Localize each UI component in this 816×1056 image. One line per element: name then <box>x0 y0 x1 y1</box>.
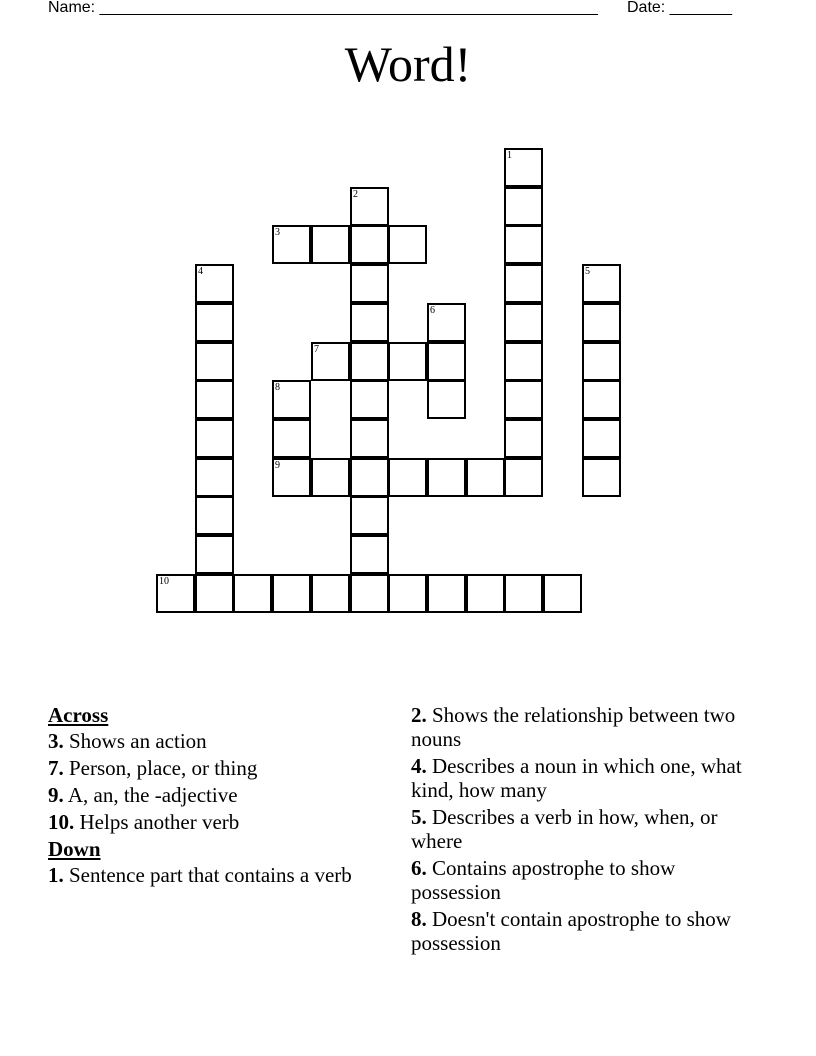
grid-cell[interactable] <box>195 264 234 303</box>
grid-cell[interactable] <box>195 419 234 458</box>
clue-text: Contains apostrophe to show possession <box>411 856 676 904</box>
grid-cell[interactable] <box>272 225 311 264</box>
clue-text: Doesn't contain apostrophe to show possession <box>411 907 731 955</box>
grid-cell[interactable] <box>504 225 543 264</box>
grid-cell[interactable] <box>582 303 621 342</box>
clue-across-7 <box>48 756 378 780</box>
grid-cell[interactable] <box>311 342 350 381</box>
grid-cell[interactable] <box>272 419 311 458</box>
clue-down-1 <box>48 863 378 887</box>
clue-down-2 <box>411 703 751 751</box>
grid-cell[interactable] <box>350 535 389 574</box>
grid-cell[interactable] <box>582 458 621 497</box>
clue-number: 10. <box>48 810 75 834</box>
grid-cell[interactable] <box>350 225 389 264</box>
grid-cell[interactable] <box>195 303 234 342</box>
grid-cell[interactable] <box>272 574 311 613</box>
grid-cell[interactable] <box>427 458 466 497</box>
grid-cell[interactable] <box>350 303 389 342</box>
grid-cell[interactable] <box>388 574 427 613</box>
name-field[interactable]: Name: ________________________________________________________ <box>48 0 598 16</box>
grid-cell[interactable] <box>195 574 234 613</box>
clue-number: 7. <box>48 756 64 780</box>
grid-cell[interactable] <box>504 458 543 497</box>
grid-cell[interactable] <box>388 225 427 264</box>
grid-cell[interactable] <box>156 574 195 613</box>
across-heading: Across <box>48 703 109 727</box>
clue-down-6 <box>411 856 751 904</box>
grid-cell[interactable] <box>504 264 543 303</box>
grid-cell[interactable] <box>311 574 350 613</box>
grid-cell[interactable] <box>350 458 389 497</box>
grid-cell[interactable] <box>582 342 621 381</box>
grid-cell[interactable] <box>195 535 234 574</box>
grid-cell[interactable] <box>582 264 621 303</box>
grid-cell[interactable] <box>350 496 389 535</box>
clues-left-column <box>48 703 378 890</box>
clue-number-label: 7 <box>314 344 319 355</box>
grid-cell[interactable] <box>350 342 389 381</box>
grid-cell[interactable] <box>350 187 389 226</box>
grid-cell[interactable] <box>504 380 543 419</box>
clue-number-label: 6 <box>430 305 435 316</box>
grid-cell[interactable] <box>195 342 234 381</box>
grid-cell[interactable] <box>543 574 582 613</box>
clue-down-5 <box>411 805 751 853</box>
clue-number: 3. <box>48 729 64 753</box>
down-heading: Down <box>48 837 101 861</box>
grid-cell[interactable] <box>466 574 505 613</box>
clue-text: A, an, the -adjective <box>67 783 238 807</box>
clue-number-label: 1 <box>507 150 512 161</box>
grid-cell[interactable] <box>311 225 350 264</box>
grid-cell[interactable] <box>504 148 543 187</box>
clue-number: 8. <box>411 907 427 931</box>
grid-cell[interactable] <box>195 496 234 535</box>
grid-cell[interactable] <box>504 342 543 381</box>
clue-number: 2. <box>411 703 427 727</box>
clue-number-label: 2 <box>353 189 358 200</box>
clue-number-label: 10 <box>159 576 169 587</box>
clue-across-10 <box>48 810 378 834</box>
grid-cell[interactable] <box>350 574 389 613</box>
clue-number: 1. <box>48 863 64 887</box>
clue-number-label: 9 <box>275 460 280 471</box>
date-field[interactable]: Date: _______ <box>627 0 732 16</box>
clue-across-3 <box>48 729 378 753</box>
clue-number-label: 4 <box>198 266 203 277</box>
clue-text: Sentence part that contains a verb <box>69 863 352 887</box>
grid-cell[interactable] <box>388 458 427 497</box>
clue-number: 5. <box>411 805 427 829</box>
clue-number: 4. <box>411 754 427 778</box>
grid-cell[interactable] <box>427 380 466 419</box>
grid-cell[interactable] <box>427 342 466 381</box>
grid-cell[interactable] <box>427 303 466 342</box>
clue-text: Person, place, or thing <box>69 756 258 780</box>
grid-cell[interactable] <box>582 419 621 458</box>
clue-number-label: 5 <box>585 266 590 277</box>
grid-cell[interactable] <box>504 303 543 342</box>
page-title: Word! <box>344 36 472 92</box>
clue-text: Helps another verb <box>79 810 240 834</box>
grid-cell[interactable] <box>350 264 389 303</box>
grid-cell[interactable] <box>272 458 311 497</box>
grid-cell[interactable] <box>350 419 389 458</box>
grid-cell[interactable] <box>504 574 543 613</box>
clue-down-8 <box>411 907 751 955</box>
clue-text: Describes a noun in which one, what kind, how many <box>411 754 742 802</box>
grid-cell[interactable] <box>504 187 543 226</box>
clue-text: Shows the relationship between two nouns <box>411 703 736 751</box>
clue-text: Describes a verb in how, when, or where <box>411 805 718 853</box>
grid-cell[interactable] <box>233 574 272 613</box>
grid-cell[interactable] <box>272 380 311 419</box>
clue-number-label: 8 <box>275 382 280 393</box>
grid-cell[interactable] <box>195 380 234 419</box>
grid-cell[interactable] <box>195 458 234 497</box>
clue-number: 6. <box>411 856 427 880</box>
grid-cell[interactable] <box>311 458 350 497</box>
grid-cell[interactable] <box>427 574 466 613</box>
clue-number: 9. <box>48 783 64 807</box>
clue-number-label: 3 <box>275 227 280 238</box>
grid-cell[interactable] <box>388 342 427 381</box>
grid-cell[interactable] <box>504 419 543 458</box>
grid-cell[interactable] <box>466 458 505 497</box>
clue-down-4 <box>411 754 751 802</box>
grid-cell[interactable] <box>350 380 389 419</box>
grid-cell[interactable] <box>582 380 621 419</box>
clues-right-column <box>411 703 751 958</box>
clue-text: Shows an action <box>69 729 207 753</box>
clue-across-9 <box>48 783 378 807</box>
